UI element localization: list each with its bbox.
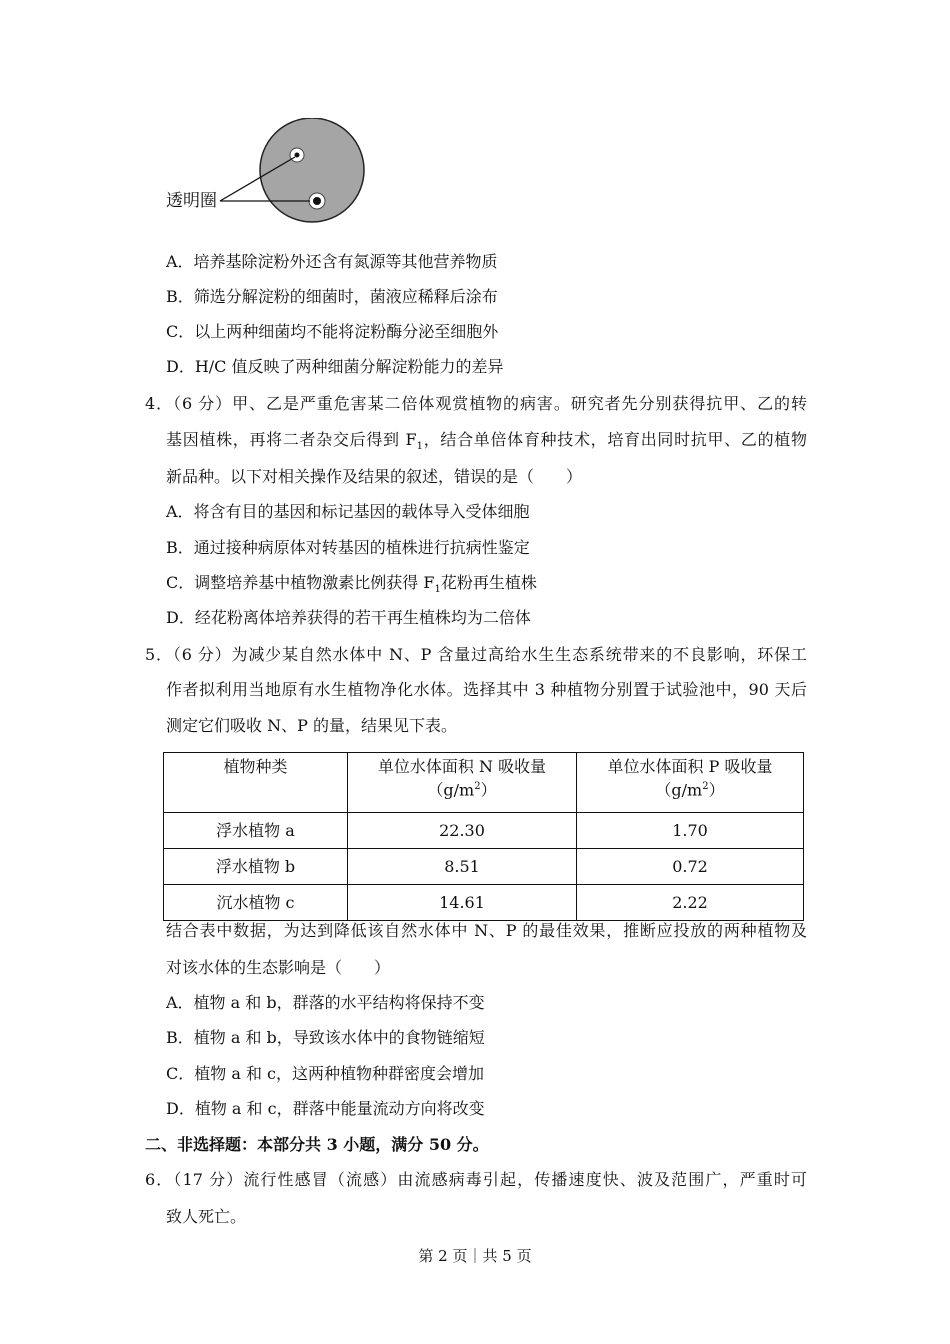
q4-option-d: D．经花粉离体培养获得的若干再生植株均为二倍体 xyxy=(166,608,531,627)
q3-option-b: B．筛选分解淀粉的细菌时，菌液应稀释后涂布 xyxy=(166,287,498,306)
q5-stem-line2: 作者拟利用当地原有水生植物净化水体。选择其中 3 种植物分别置于试验池中，90 天后 xyxy=(166,680,807,699)
q4-stem-line2: 基因植株，再将二者杂交后得到 $F_1$，结合单倍体育种技术，培育出同时抗甲、乙的植物 xyxy=(166,430,807,453)
cell: 沉水植物 c xyxy=(164,885,348,921)
q5-stem-line1: 5．（6 分）为减少某自然水体中 N、P 含量过高给水生生态系统带来的不良影响，环保工 xyxy=(145,645,807,664)
q4-option-b: B．通过接种病原体对转基因的植株进行抗病性鉴定 xyxy=(166,538,530,557)
q5-option-a: A．植物 a 和 b，群落的水平结构将保持不变 xyxy=(166,993,485,1012)
cell: 1.70 xyxy=(577,813,804,849)
cell: 14.61 xyxy=(348,885,577,921)
q3-option-a: A．培养基除淀粉外还含有氮源等其他营养物质 xyxy=(166,252,498,271)
table-row xyxy=(164,885,804,921)
q5-after-line1: 结合表中数据，为达到降低该自然水体中 N、P 的最佳效果，推断应投放的两种植物及 xyxy=(166,921,807,940)
q4-option-c: C．调整培养基中植物激素比例获得 $F_1$花粉再生植株 xyxy=(166,573,537,596)
q5-stem-line3: 测定它们吸收 N、P 的量，结果见下表。 xyxy=(166,716,457,735)
q6-stem-line1: 6．（17 分）流行性感冒（流感）由流感病毒引起，传播速度快、波及范围广，严重时可 xyxy=(145,1170,807,1189)
figure-label: 透明圈 xyxy=(166,191,217,211)
table-row xyxy=(164,849,804,885)
q5-option-d: D．植物 a 和 c，群落中能量流动方向将改变 xyxy=(166,1099,485,1118)
section-heading: 二、非选择题：本部分共 3 小题，满分 50 分。 xyxy=(145,1135,489,1154)
cell: 浮水植物 a xyxy=(164,813,348,849)
header-p: 单位水体面积 P 吸收量 $(g/m^2)$ xyxy=(577,753,804,813)
q5-option-c: C．植物 a 和 c，这两种植物种群密度会增加 xyxy=(166,1064,485,1083)
bacteria-plate-figure xyxy=(160,118,380,228)
q4-stem-line1: 4．（6 分）甲、乙是严重危害某二倍体观赏植物的病害。研究者先分别获得抗甲、乙的转 xyxy=(145,394,807,413)
q5-option-b: B．植物 a 和 b，导致该水体中的食物链缩短 xyxy=(166,1028,485,1047)
cell: 浮水植物 b xyxy=(164,849,348,885)
cell: 2.22 xyxy=(577,885,804,921)
q3-option-d: D．H/C 值反映了两种细菌分解淀粉能力的差异 xyxy=(166,357,504,376)
cell: 8.51 xyxy=(348,849,577,885)
header-species: 植物种类 xyxy=(164,753,348,813)
cell: 22.30 xyxy=(348,813,577,849)
header-n: 单位水体面积 N 吸收量 $(g/m^2)$ xyxy=(348,753,577,813)
q4-stem-line3: 新品种。以下对相关操作及结果的叙述，错误的是（ ） xyxy=(166,467,583,486)
cell: 0.72 xyxy=(577,849,804,885)
table-row xyxy=(164,813,804,849)
q4-option-a: A．将含有目的基因和标记基因的载体导入受体细胞 xyxy=(166,502,530,521)
q3-option-c: C．以上两种细菌均不能将淀粉酶分泌至细胞外 xyxy=(166,322,499,341)
page-footer: 第 2 页｜共 5 页 xyxy=(418,1247,532,1265)
q5-after-line2: 对该水体的生态影响是（ ） xyxy=(166,958,391,977)
q6-stem-line2: 致人死亡。 xyxy=(166,1207,247,1226)
absorption-table xyxy=(163,752,804,921)
